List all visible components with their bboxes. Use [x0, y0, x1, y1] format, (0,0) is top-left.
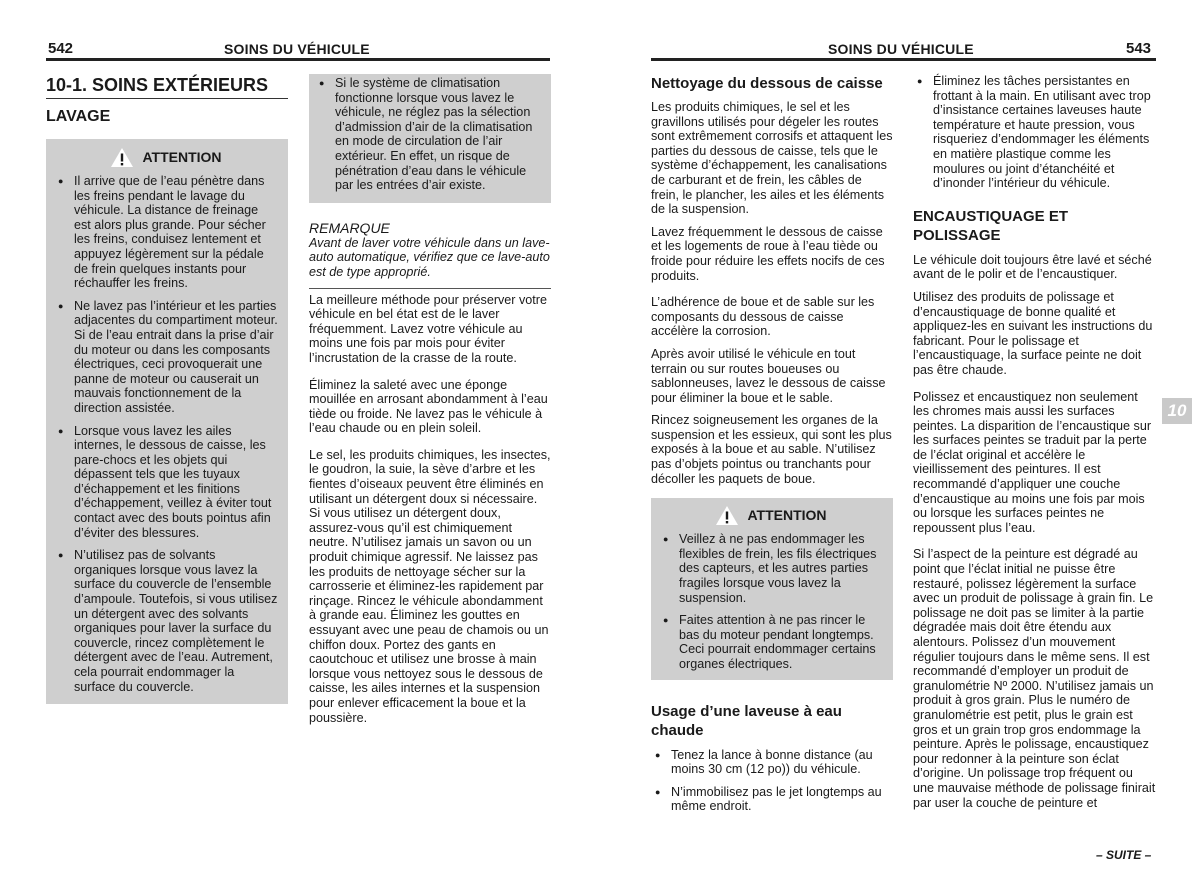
remarque-title: REMARQUE	[309, 219, 390, 236]
header-rule-right	[651, 58, 1156, 61]
polish-title: ENCAUSTIQUAGE ET POLISSAGE	[913, 207, 1069, 244]
left-column-2	[309, 74, 551, 733]
running-header-left: SOINS DU VÉHICULE	[224, 41, 370, 57]
paragraph: Si l’aspect de la peinture est dégradé au point que l’éclat initial ne puisse être restauré, polissez légèrement la surface avec un produit de polissage à grain fin. Le polissage ne doit pas se limiter à la partie dégradée mais doit être étendu aux alentours. Polissez d’un mouvement régulier toujours dans le même sens. Il est recommandé d’employer un produit de granulométrie Nº 2000. N’utilisez jamais un produit à gros grain. Plus le numéro de granulométrie est petit, plus le grain est gros et un grain trop gros endommage la peinture. Après le polissage, encaustiquez pour redonner à la peinture son éclat d’origine. Un polissage trop fréquent ou une mauvaise méthode de polissage finirait par user la couche de peinture et	[913, 547, 1156, 810]
attention-item: ● Veillez à ne pas endommager les flexibles de frein, les fils électriques des capteurs, et les autres parties fragiles lorsque vous lavez la suspension.	[659, 532, 883, 605]
attention-header-2	[659, 502, 883, 528]
paragraph: Le sel, les produits chimiques, les insectes, le goudron, la suie, la sève d’arbre et les fientes d’oiseaux peuvent être éliminés en utilisant un détergent doux si nécessaire. Si vous utilisez un détergent doux, assurez-vous qu’il est chimiquement neutre. N’utilisez jamais un savon ou un produit chimique agressif. Ne laissez pas les produits de nettoyage sécher sur la carrosserie et éliminez-les rapidement par rinçage. Rincez le véhicule abondamment à grande eau. Éliminez les gouttes en essuyant avec une peau de chamois ou un chiffon doux. Portez des gants en caoutchouc et utilisez une brosse à main lorsque vous nettoyez sous le dessous de caisse, les ailes internes et la suspension pour enlever efficacement la boue et la poussière.	[309, 447, 551, 725]
paragraph: La meilleure méthode pour préserver votre véhicule en bel état est de le laver fréquemment. Lavez votre véhicule au moins une fois par mois pour éviter l’incrustation de la crasse de la route.	[309, 292, 548, 365]
paragraph: Rincez soigneusement les organes de la suspension et les essieux, qui sont les plus exposés à la boue et au sable. N’utilisez pas d’objets pointus ou tranchants pour décoller les paquets de boue.	[651, 413, 892, 486]
continued-footer: – SUITE –	[1096, 848, 1152, 862]
paragraph: Les produits chimiques, le sel et les gravillons utilisés pour dégeler les routes sont extrêmement corrosifs et attaquent les parties du dessous de caisse, tels que le système d’échappement, les canalisations de carburant et de frein, les câbles de frein, le plancher, les ailes et les éléments de la suspension.	[651, 100, 893, 217]
attention-item: ● Faites attention à ne pas rincer le bas du moteur pendant longtemps. Ceci pourrait endommager certains organes électriques.	[659, 613, 883, 671]
washer-item: ● Tenez la lance à bonne distance (au moins 30 cm (12 po)) du véhicule.	[651, 748, 893, 777]
remarque-rule	[309, 288, 551, 289]
paragraph: Éliminez la saleté avec une éponge mouillée en arrosant abondamment à l’eau tiède ou froide. Ne lavez pas le véhicule à l’eau chaude ou en plein soleil.	[309, 377, 548, 436]
remarque-text: Avant de laver votre véhicule dans un lave-auto automatique, vérifiez que ce lave-auto est de type approprié.	[309, 235, 550, 279]
right-column-1	[651, 74, 893, 822]
chapter-tab: 10	[1162, 398, 1192, 424]
right-column-2	[913, 74, 1157, 818]
underbody-title: Nettoyage du dessous de caisse	[651, 75, 883, 92]
running-header-right: SOINS DU VÉHICULE	[828, 41, 974, 57]
attention-title-2: ATTENTION	[747, 506, 827, 523]
subsection-title: LAVAGE	[46, 108, 111, 125]
page-number-left: 542	[48, 40, 74, 57]
attention-item: ● N’utilisez pas de solvants organiques lorsque vous lavez la surface du couvercle de l’ensemble d’ampoule. Toutefois, si vous utilisez un détergent avec des solvants organiques pour laver la surface du couvercle, rincez complètement le détergent avec de l’eau. Autrement, cela pourrait endommager la surface du couvercle.	[54, 548, 278, 694]
attention-item: ● Ne lavez pas l’intérieur et les parties adjacentes du compartiment moteur. Si de l’eau entrait dans la prise d’air du moteur ou dans les composants électriques, ceci provoquerait une panne de moteur ou causerait un mauvais fonctionnement de la direction assistée.	[54, 299, 278, 416]
remarque-block	[309, 220, 551, 280]
attention-box-2	[651, 498, 893, 679]
washer-item: ● Éliminez les tâches persistantes en frottant à la main. En utilisant avec trop d’insistance certaines laveuses haute température et haute pression, vous risqueriez d’endommager les éléments en matière plastique comme les moulures ou joint d’étanchéité et d’inonder l’intérieur du véhicule.	[913, 74, 1157, 191]
paragraph: Après avoir utilisé le véhicule en tout terrain ou sur routes boueuses ou sablonneuses, lavez le dessous de caisse pour éliminer la boue et le sable.	[651, 346, 886, 405]
attention-item: ● Si le système de climatisation fonctionne lorsque vous lavez le véhicule, ne réglez pas la sélection d’admission d’air de la climatisation en mode de circulation de l’air extérieur. En effet, un risque de pénétration d’eau dans le véhicule par les entrées d’air existe.	[315, 76, 541, 193]
paragraph: Polissez et encaustiquez non seulement les chromes mais aussi les surfaces peintes. La disparition de l’encaustique sur les surfaces peintes se traduit par la perte de l’éclat original et accélère le vieillissement des peintures. Il est recommandé d’appliquer une couche d’encaustique au moins une fois par mois ou lorsque les surfaces peintes ne repoussent plus l’eau.	[913, 389, 1152, 535]
warning-icon	[110, 147, 134, 168]
left-column-1	[46, 74, 288, 704]
paragraph: Lavez fréquemment le dessous de caisse et les logements de roue à l’eau tiède ou froide pour réduire les effets nocifs de ces produits.	[651, 224, 885, 283]
attention-box-1	[46, 139, 288, 704]
attention-box-1-continued	[309, 74, 551, 203]
section-title-rule	[46, 98, 288, 99]
page-number-right: 543	[1126, 40, 1152, 57]
washer-item: ● N’immobilisez pas le jet longtemps au même endroit.	[651, 785, 893, 814]
paragraph: Le véhicule doit toujours être lavé et séché avant de le polir et de l’encaustiquer.	[913, 252, 1152, 282]
header-rule-left	[46, 58, 550, 61]
paragraph: Utilisez des produits de polissage et d’encaustiquage de bonne qualité et appliquez-les en suivant les instructions du fabricant. Pour le polissage et l’encaustiquage, la surface peinte ne doit pas être chaude.	[913, 289, 1153, 377]
warning-icon	[715, 505, 739, 526]
section-title: 10-1. SOINS EXTÉRIEURS	[46, 75, 269, 95]
attention-header-1	[54, 144, 278, 170]
attention-title-1: ATTENTION	[142, 148, 222, 165]
attention-item: ● Il arrive que de l’eau pénètre dans les freins pendant le lavage du véhicule. La distance de freinage est alors plus grande. Pour sécher les freins, conduisez lentement et appuyez légèrement sur la pédale de frein quelques instants pour réchauffer les freins.	[54, 174, 278, 291]
paragraph: L’adhérence de boue et de sable sur les composants du dessous de caisse accélère la corrosion.	[651, 295, 875, 339]
washer-title: Usage d’une laveuse à eau chaude	[651, 702, 842, 739]
attention-item: ● Lorsque vous lavez les ailes internes, le dessous de caisse, les pare-chocs et les objets qui dépassent tels que les tuyaux d’échappement et les finitions d’échappement, veillez à éviter tout contact avec des bouts pointus afin d’éviter des blessures.	[54, 424, 278, 541]
